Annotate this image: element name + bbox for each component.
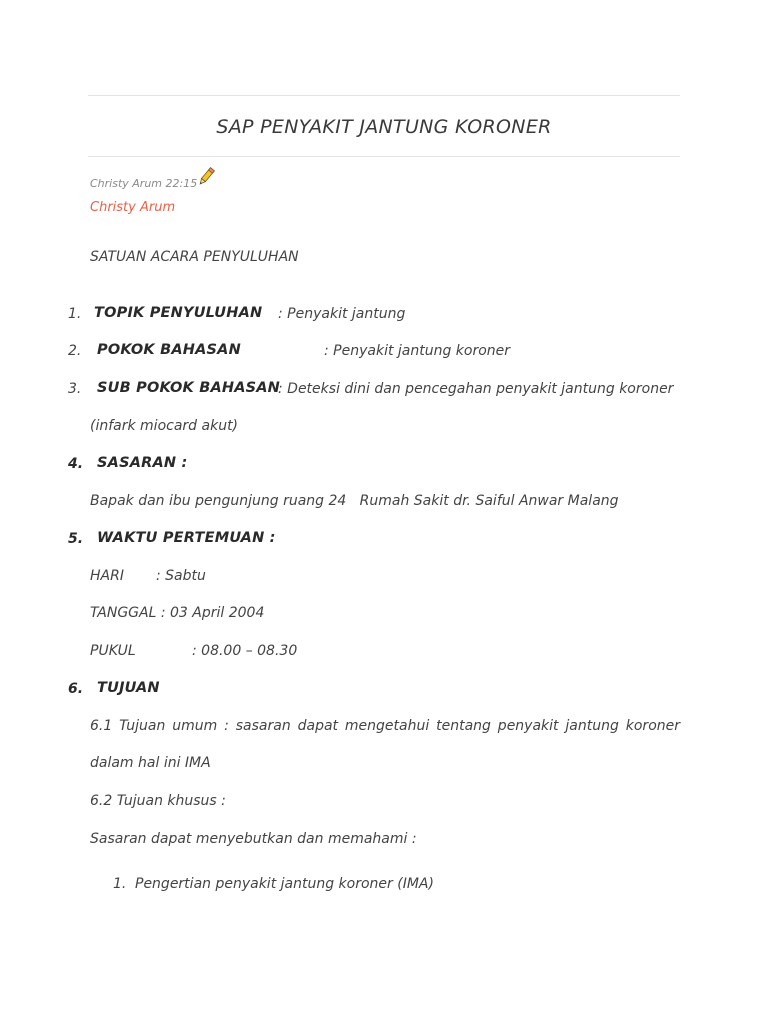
tanggal-line: TANGGAL : 03 April 2004: [90, 605, 265, 621]
item-2-label: POKOK BAHASAN: [97, 342, 241, 358]
tujuan-umum-line1: 6.1 Tujuan umum : sasaran dapat mengetahui tentang penyakit jantung koroner: [90, 718, 680, 734]
item-4-label: SASARAN :: [97, 455, 188, 471]
item-6-label: TUJUAN: [97, 680, 160, 696]
post-title: SAP PENYAKIT JANTUNG KORONER: [216, 116, 552, 138]
item-3-label: SUB POKOK BAHASAN: [97, 380, 281, 396]
item-3-value-line1: : Deteksi dini dan pencegahan penyakit jantung koroner: [278, 381, 674, 397]
item-5-number: 5.: [68, 531, 84, 547]
hari-value: : Sabtu: [156, 568, 206, 584]
item-4-number: 4.: [68, 456, 84, 472]
pencil-icon[interactable]: [196, 166, 216, 188]
item-3-number: 3.: [68, 381, 82, 397]
sub-list-item-number: 1.: [113, 876, 127, 892]
pukul-value: : 08.00 – 08.30: [192, 643, 298, 659]
hari-label: HARI: [90, 568, 124, 584]
item-3-value-line2: (infark miocard akut): [90, 418, 239, 434]
item-1-value: : Penyakit jantung: [278, 306, 406, 322]
item-6-number: 6.: [68, 681, 84, 697]
intro-heading: SATUAN ACARA PENYULUHAN: [90, 249, 299, 265]
tujuan-khusus-intro: Sasaran dapat menyebutkan dan memahami :: [90, 831, 417, 847]
author-link[interactable]: Christy Arum: [90, 200, 176, 215]
item-2-value: : Penyakit jantung koroner: [324, 343, 511, 359]
title-divider-bottom: [88, 156, 680, 157]
tujuan-umum-line2: dalam hal ini IMA: [90, 755, 211, 771]
pukul-label: PUKUL: [90, 643, 136, 659]
item-2-number: 2.: [68, 343, 82, 359]
post-author-time: Christy Arum 22:15: [90, 177, 198, 190]
tujuan-khusus: 6.2 Tujuan khusus :: [90, 793, 226, 809]
item-1-number: 1.: [68, 306, 82, 322]
item-1-label: TOPIK PENYULUHAN: [94, 305, 263, 321]
item-4-text: Bapak dan ibu pengunjung ruang 24 Rumah Sakit dr. Saiful Anwar Malang: [90, 493, 619, 509]
item-5-label: WAKTU PERTEMUAN :: [97, 530, 276, 546]
sub-list-item-text: Pengertian penyakit jantung koroner (IMA): [135, 876, 434, 892]
title-divider-top: [88, 95, 680, 96]
